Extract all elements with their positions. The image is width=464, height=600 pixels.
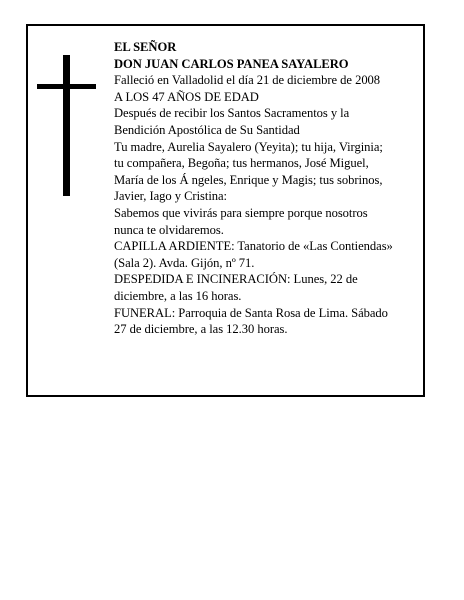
funeral-line-2: 27 de diciembre, a las 12.30 horas. — [114, 322, 288, 337]
sacraments-line-1: Después de recibir los Santos Sacramentos y la — [114, 106, 350, 121]
message-line-2: nunca te olvidaremos. — [114, 222, 224, 237]
heading: EL SEÑOR — [114, 40, 177, 54]
family-line-1: Tu madre, Aurelia Sayalero (Yeyita); tu hija, Virginia; — [114, 139, 383, 154]
cremation-line-1: DESPEDIDA E INCINERACIÓN: Lunes, 22 de — [114, 272, 358, 287]
cremation-line-2: diciembre, a las 16 horas. — [114, 288, 242, 303]
sacraments-line-2: Bendición Apostólica de Su Santidad — [114, 122, 300, 137]
cross-vertical-bar — [63, 55, 70, 196]
death-line: Falleció en Valladolid el día 21 de diciembre de 2008 — [114, 73, 381, 88]
obituary-text — [114, 39, 426, 338]
family-line-3: María de los Á ngeles, Enrique y Magis; tus sobrinos, — [114, 172, 383, 187]
message-line-1: Sabemos que vivirás para siempre porque nosotros — [114, 205, 368, 220]
deceased-name: DON JUAN CARLOS PANEA SAYALERO — [114, 56, 349, 71]
chapel-line-2: (Sala 2). Avda. Gijón, nº 71. — [114, 255, 255, 270]
funeral-line-1: FUNERAL: Parroquia de Santa Rosa de Lima. Sábado — [114, 305, 388, 320]
age-line: A LOS 47 AÑOS DE EDAD — [114, 89, 259, 104]
family-line-2: tu compañera, Begoña; tus hermanos, José Miguel, — [114, 156, 369, 171]
cross-horizontal-bar — [37, 84, 96, 89]
chapel-line-1: CAPILLA ARDIENTE: Tanatorio de «Las Contiendas» — [114, 239, 393, 254]
family-line-4: Javier, Iago y Cristina: — [114, 189, 228, 204]
